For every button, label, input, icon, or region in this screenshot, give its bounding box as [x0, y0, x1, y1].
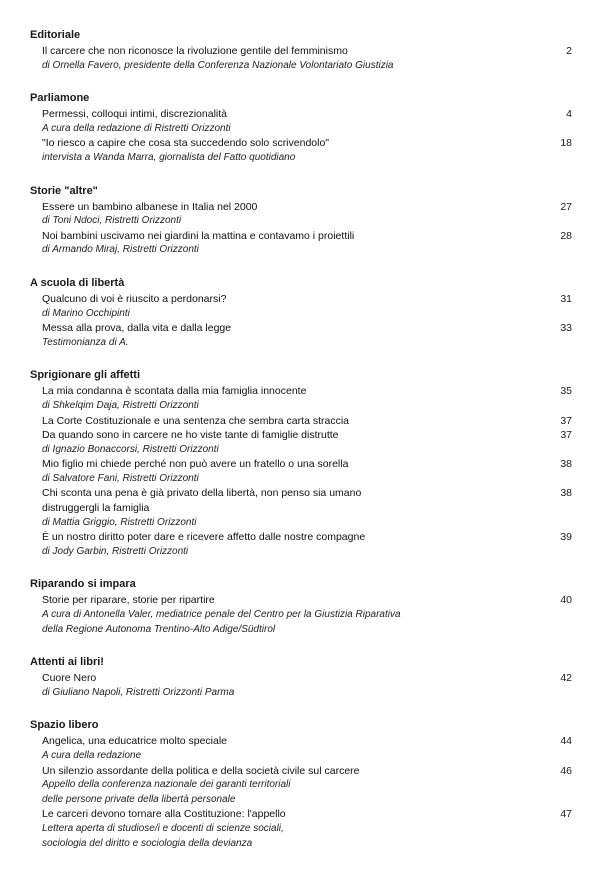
entry-title-line: Messa alla prova, dalla vita e dalla legge [42, 322, 232, 335]
toc-entry[interactable] [30, 530, 575, 559]
entry-author-line: di Marino Occhipinti [42, 307, 130, 319]
entry-author-line: di Ornella Favero, presidente della Conferenza Nazionale Volontariato Giustizia [42, 59, 394, 71]
entry-title-line: "Io riesco a capire che cosa sta succedendo solo scrivendolo" [42, 137, 330, 150]
toc-entry[interactable] [30, 486, 575, 530]
entry-author [42, 472, 539, 487]
entry-title-line: È un nostro diritto poter dare e ricevere affetto dalle nostre compagne [42, 531, 366, 544]
entry-author [42, 545, 539, 560]
section-title: Riparando si impara [30, 578, 136, 591]
entry-title-line: Da quando sono in carcere ne ho viste tante di famiglie distrutte [42, 429, 339, 442]
entry-author [42, 307, 539, 322]
entry-title-line: Essere un bambino albanese in Italia nel 2000 [42, 200, 258, 213]
entry-author [42, 122, 539, 137]
entry-title-line: La Corte Costituzionale e una sentenza che sembra carta straccia [42, 414, 349, 427]
page-number: 37 [560, 414, 572, 427]
page-number: 37 [560, 429, 572, 442]
entry-title [42, 107, 539, 122]
page-number: 35 [560, 385, 572, 398]
page-number: 4 [566, 108, 572, 121]
entry-author-line: di Toni Ndoci, Ristretti Orizzonti [42, 215, 182, 227]
toc-section [30, 368, 575, 559]
entry-author-line: di Salvatore Fani, Ristretti Orizzonti [42, 472, 199, 484]
entry-author-line: di Ignazio Bonaccorsi, Ristretti Orizzonti [42, 443, 219, 455]
page-number: 18 [560, 137, 572, 150]
entry-title [42, 530, 539, 545]
page-number: 38 [560, 487, 572, 500]
entry-author [42, 399, 539, 414]
entry-title [42, 734, 539, 749]
entry-title-line: distruggergli la famiglia [42, 502, 150, 515]
entry-title [42, 486, 539, 515]
entry-title-line: Mio figlio mi chiede perché non può avere un fratello o una sorella [42, 458, 349, 471]
entry-title [42, 136, 539, 151]
entry-author-line: Lettera aperta di studiose/i e docenti di scienze sociali, [42, 822, 284, 834]
entry-author-line: intervista a Wanda Marra, giornalista del Fatto quotidiano [42, 151, 296, 163]
toc-entry[interactable] [30, 414, 575, 429]
entry-author-line: A cura della redazione di Ristretti Orizzonti [42, 122, 231, 134]
entry-author [42, 214, 539, 229]
entry-author [42, 516, 539, 531]
entry-author [42, 59, 539, 74]
page-number: 39 [560, 531, 572, 544]
toc-entry[interactable] [30, 44, 575, 73]
page-number: 47 [560, 808, 572, 821]
entry-author-line: di Giuliano Napoli, Ristretti Orizzonti Parma [42, 686, 235, 698]
entry-author-line: delle persone private della libertà personale [42, 793, 236, 805]
entry-title-line: Permessi, colloqui intimi, discrezionalità [42, 108, 227, 121]
entry-author [42, 822, 539, 851]
entry-author-line: di Mattia Griggio, Ristretti Orizzonti [42, 516, 197, 528]
entry-author-line: di Armando Miraj, Ristretti Orizzonti [42, 244, 199, 256]
toc-section [30, 276, 575, 350]
page-number: 28 [560, 229, 572, 242]
entry-author [42, 686, 539, 701]
toc-entry[interactable] [30, 807, 575, 851]
entry-title-line: Le carceri devono tornare alla Costituzione: l'appello [42, 808, 286, 821]
entry-title [42, 457, 539, 472]
entry-title [42, 200, 539, 215]
toc-entry[interactable] [30, 200, 575, 229]
entry-title [42, 292, 539, 307]
entry-author-line: sociologia del diritto e sociologia della devianza [42, 837, 253, 849]
entry-title-line: Angelica, una educatrice molto speciale [42, 735, 228, 748]
toc-section [30, 184, 575, 258]
entry-author [42, 336, 539, 351]
entry-author-line: Appello della conferenza nazionale dei garanti territoriali [42, 779, 291, 791]
page-number: 44 [560, 735, 572, 748]
entry-title-line: Il carcere che non riconosce la rivoluzione gentile del femminismo [42, 45, 348, 57]
toc-section [30, 577, 575, 637]
toc-entry[interactable] [30, 734, 575, 763]
entry-title [42, 44, 539, 59]
section-title: Storie "altre" [30, 184, 98, 197]
toc-entry[interactable] [30, 107, 575, 136]
section-title: Spazio libero [30, 719, 99, 732]
entry-title [42, 384, 539, 399]
entry-author [42, 151, 539, 166]
entry-title [42, 428, 539, 443]
toc-entry[interactable] [30, 384, 575, 413]
section-title: Attenti ai libri! [30, 656, 104, 669]
page-number: 46 [560, 764, 572, 777]
entry-author-line: A cura di Antonella Valer, mediatrice penale del Centro per la Giustizia Riparativa [42, 609, 401, 621]
entry-author-line: della Regione Autonoma Trentino-Alto Adige/Südtirol [42, 623, 276, 635]
section-title: Sprigionare gli affetti [30, 369, 141, 382]
entry-title [42, 593, 539, 608]
entry-author-line: di Jody Garbin, Ristretti Orizzonti [42, 545, 189, 557]
page-number: 31 [560, 292, 572, 305]
toc-section [30, 91, 575, 165]
toc-entry[interactable] [30, 229, 575, 258]
entry-title [42, 321, 539, 336]
toc-entry[interactable] [30, 428, 575, 457]
entry-title-line: Cuore Nero [42, 672, 97, 685]
entry-author-line: Testimonianza di A. [42, 336, 129, 348]
entry-title-line: Noi bambini uscivamo nei giardini la mattina e contavamo i proiettili [42, 229, 355, 242]
toc-entry[interactable] [30, 292, 575, 321]
page-number: 38 [560, 458, 572, 471]
page-number: 27 [560, 200, 572, 213]
entry-author [42, 778, 539, 807]
toc-section [30, 718, 575, 851]
entry-title [42, 764, 539, 779]
entry-title-line: Chi sconta una pena è già privato della libertà, non penso sia umano [42, 487, 362, 500]
entry-author [42, 243, 539, 258]
section-title: Editoriale [30, 29, 81, 41]
toc-entry[interactable] [30, 593, 575, 637]
entry-title [42, 807, 539, 822]
page-number: 40 [560, 594, 572, 607]
entry-author-line: A cura della redazione [42, 750, 142, 761]
toc-entry[interactable] [30, 764, 575, 808]
entry-author [42, 443, 539, 458]
page-number: 42 [560, 672, 572, 685]
entry-title-line: Un silenzio assordante della politica e della società civile sul carcere [42, 764, 360, 777]
entry-author [42, 608, 539, 637]
entry-title [42, 229, 539, 244]
entry-title [42, 414, 539, 429]
entry-author-line: di Shkelqim Daja, Ristretti Orizzonti [42, 399, 199, 411]
section-title: A scuola di libertà [30, 276, 125, 289]
entry-title [42, 671, 539, 686]
toc-section [30, 28, 575, 73]
page-number: 2 [566, 45, 572, 57]
toc-entry[interactable] [30, 671, 575, 700]
table-of-contents [30, 28, 575, 869]
toc-section [30, 655, 575, 700]
toc-entry[interactable] [30, 136, 575, 165]
entry-author [42, 749, 539, 764]
entry-title-line: Storie per riparare, storie per ripartire [42, 594, 215, 607]
section-title: Parliamone [30, 92, 90, 105]
entry-title-line: Qualcuno di voi è riuscito a perdonarsi? [42, 292, 227, 305]
toc-entry[interactable] [30, 321, 575, 350]
entry-title-line: La mia condanna è scontata dalla mia famiglia innocente [42, 385, 307, 398]
page-number: 33 [560, 322, 572, 335]
toc-entry[interactable] [30, 457, 575, 486]
